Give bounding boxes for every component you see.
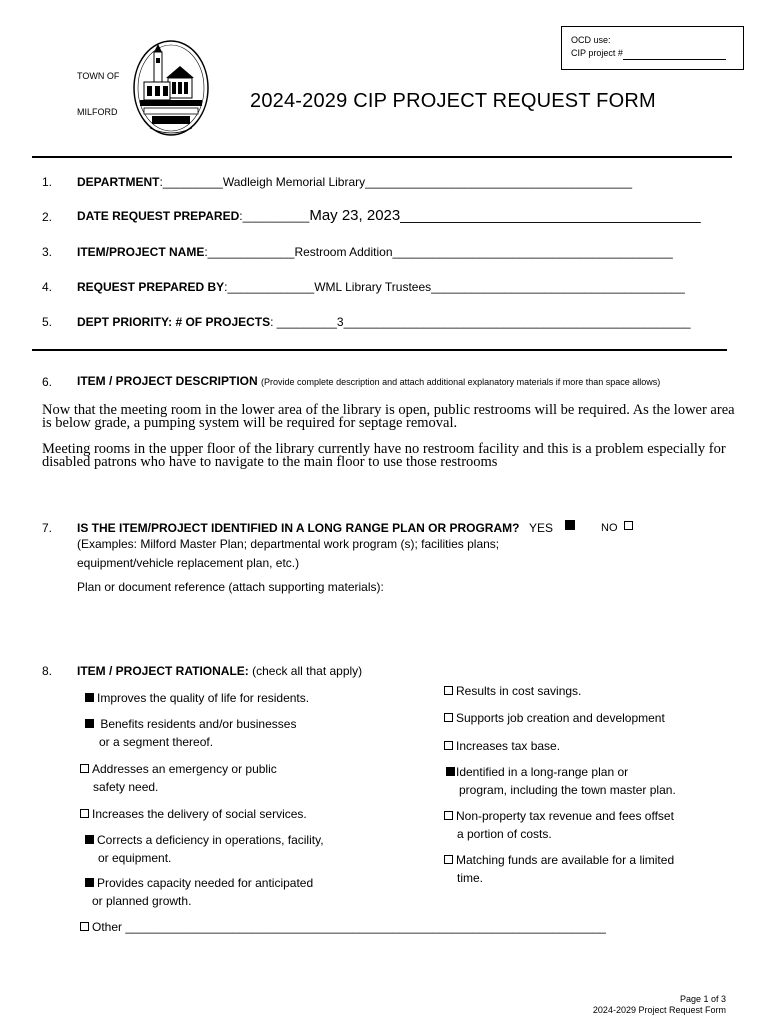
request-prepared-by-label: REQUEST PREPARED BY [77, 280, 225, 294]
rationale-tax-base[interactable] [444, 737, 560, 755]
date-post-line: ____________________________________ [400, 207, 701, 224]
option-label: Matching funds are available for a limited [456, 853, 675, 867]
priority-pre-line: : _________ [270, 315, 337, 329]
q7-yes-checkbox[interactable] [565, 520, 575, 530]
option-label-line-2: safety need. [93, 780, 159, 794]
option-label-line-2: program, including the town master plan. [459, 783, 676, 797]
cip-project-line [623, 50, 726, 60]
option-label: Provides capacity needed for anticipated [97, 876, 314, 890]
q7-question [77, 521, 519, 535]
option-label-line-2: time. [457, 871, 484, 885]
checkbox-unchecked[interactable] [444, 713, 453, 722]
milford-label: MILFORD [77, 107, 118, 117]
rationale-corrects-deficiency[interactable] [85, 831, 324, 867]
department-pre-line: :_________ [159, 175, 223, 189]
rationale-matching-funds[interactable] [444, 851, 674, 887]
date-pre-line: :__________ [239, 209, 310, 223]
department-value: Wadleigh Memorial Library [222, 175, 366, 189]
town-of-label: TOWN OF [77, 71, 120, 81]
ocd-use-box [561, 26, 744, 70]
q7-number: 7. [42, 521, 53, 535]
item-project-name-value: Restroom Addition [294, 245, 393, 259]
field-4-number: 4. [42, 280, 53, 294]
checkbox-unchecked[interactable] [444, 855, 453, 864]
q7-examples-line-1: (Examples: Milford Master Plan; departmental work program (s); facilities plans; [77, 537, 500, 551]
checkbox-checked[interactable] [85, 719, 94, 728]
department-post-line: ________________________________________ [365, 175, 633, 189]
department-label: DEPARTMENT [77, 175, 160, 189]
option-label: Non-property tax revenue and fees offset [456, 809, 674, 823]
q7-no-checkbox[interactable] [624, 521, 633, 530]
checkbox-checked[interactable] [85, 878, 94, 887]
rationale-long-range-plan[interactable] [446, 763, 676, 799]
header-divider [32, 156, 732, 158]
cip-project-number-field[interactable] [571, 47, 743, 60]
request-prepared-by-value: WML Library Trustees [314, 280, 432, 294]
q7-no-option[interactable] [601, 522, 618, 534]
q7-plan-reference[interactable]: Plan or document reference (attach supporting materials): [77, 580, 384, 594]
description-paragraph-2[interactable]: Meeting rooms in the upper floor of the library currently have no restroom facility and this is a problem especially for disabled patrons who have to navigate to the main floor to use those restrooms [42, 441, 726, 470]
q8-heading [77, 664, 362, 678]
date-request-prepared-value: May 23, 2023 [309, 207, 401, 224]
option-label: Corrects a deficiency in operations, facility, [97, 833, 324, 847]
option-label: Supports job creation and development [456, 711, 665, 725]
q7-no-label: NO [601, 522, 618, 534]
q6-number: 6. [42, 375, 53, 389]
other-label: Other ________________________________________________________________________ [92, 920, 606, 934]
fields-divider [32, 349, 727, 351]
dept-priority-label: DEPT PRIORITY: # OF PROJECTS [77, 315, 271, 329]
form-name-footer: 2024-2029 Project Request Form [592, 1005, 726, 1015]
cip-project-label: CIP project # [571, 48, 623, 58]
field-3-number: 3. [42, 245, 53, 259]
rationale-other[interactable] [80, 918, 606, 936]
field-2-number: 2. [42, 210, 53, 224]
dept-priority-field[interactable] [77, 315, 691, 329]
option-label: Benefits residents and/or businesses [97, 717, 297, 731]
rationale-social-services[interactable] [80, 805, 307, 823]
rationale-non-property-revenue[interactable] [444, 807, 674, 843]
checkbox-checked[interactable] [446, 767, 455, 776]
item-name-post-line: __________________________________________ [392, 245, 673, 259]
field-1-number: 1. [42, 175, 53, 189]
item-name-pre-line: :_____________ [204, 245, 295, 259]
option-label-line-2: or planned growth. [92, 894, 192, 908]
checkbox-unchecked[interactable] [444, 741, 453, 750]
item-project-name-label: ITEM/PROJECT NAME [77, 245, 205, 259]
rationale-quality-of-life[interactable] [85, 689, 309, 707]
q6-note: (Provide complete description and attach additional explanatory materials if more than space allows) [261, 377, 661, 387]
checkbox-checked[interactable] [85, 693, 94, 702]
page-number: Page 1 of 3 [679, 994, 726, 1004]
option-label-line-2: or equipment. [98, 851, 172, 865]
rationale-emergency-safety[interactable] [80, 760, 277, 796]
rationale-capacity-growth[interactable] [85, 874, 313, 910]
rationale-job-creation[interactable] [444, 709, 665, 727]
q7-examples-line-2: equipment/vehicle replacement plan, etc.) [77, 556, 300, 570]
form-title: 2024-2029 CIP PROJECT REQUEST FORM [250, 90, 656, 112]
ocd-use-label: OCD use: [571, 35, 611, 45]
option-label: Increases tax base. [456, 739, 561, 753]
option-label: Addresses an emergency or public [92, 762, 277, 776]
rationale-benefits-residents[interactable] [85, 715, 296, 751]
checkbox-unchecked[interactable] [444, 811, 453, 820]
description-paragraph-1[interactable]: Now that the meeting room in the lower area of the library is open, public restrooms will be required. As the lower area is below grade, a pumping system will be required for septage removal. [42, 402, 735, 431]
option-label-line-2: a portion of costs. [457, 827, 552, 841]
q7-yes-label: YES [529, 521, 554, 535]
page-footer [593, 994, 726, 1016]
option-label: Improves the quality of life for residents. [97, 691, 310, 705]
checkbox-unchecked[interactable] [80, 922, 89, 931]
q8-note: (check all that apply) [252, 664, 363, 678]
rationale-cost-savings[interactable] [444, 682, 581, 700]
prepared-by-pre-line: :_____________ [224, 280, 315, 294]
option-label-line-2: or a segment thereof. [99, 735, 214, 749]
checkbox-unchecked[interactable] [444, 686, 453, 695]
option-label: Results in cost savings. [456, 684, 582, 698]
option-label: Increases the delivery of social services. [92, 807, 307, 821]
dept-priority-value: 3 [336, 315, 344, 329]
request-prepared-by-field[interactable] [77, 280, 685, 294]
checkbox-unchecked[interactable] [80, 764, 89, 773]
q6-label: ITEM / PROJECT DESCRIPTION [77, 374, 258, 388]
q8-number: 8. [42, 664, 53, 678]
date-request-prepared-label: DATE REQUEST PREPARED [77, 209, 240, 223]
q6-heading [77, 374, 660, 388]
checkbox-unchecked[interactable] [80, 809, 89, 818]
department-field[interactable] [77, 175, 632, 189]
item-project-name-field[interactable] [77, 245, 673, 259]
option-label: Identified in a long-range plan or [456, 765, 629, 779]
q7-label: IS THE ITEM/PROJECT IDENTIFIED IN A LONG RANGE PLAN OR PROGRAM? [77, 521, 520, 535]
milford-town-seal-logo [130, 38, 212, 142]
prepared-by-post-line: ______________________________________ [431, 280, 685, 294]
date-request-prepared-field[interactable] [77, 207, 701, 224]
q8-label: ITEM / PROJECT RATIONALE: [77, 664, 249, 678]
q7-yes-option[interactable] [529, 521, 553, 535]
field-5-number: 5. [42, 315, 53, 329]
checkbox-checked[interactable] [85, 835, 94, 844]
priority-post-line: ____________________________________________________ [343, 315, 691, 329]
